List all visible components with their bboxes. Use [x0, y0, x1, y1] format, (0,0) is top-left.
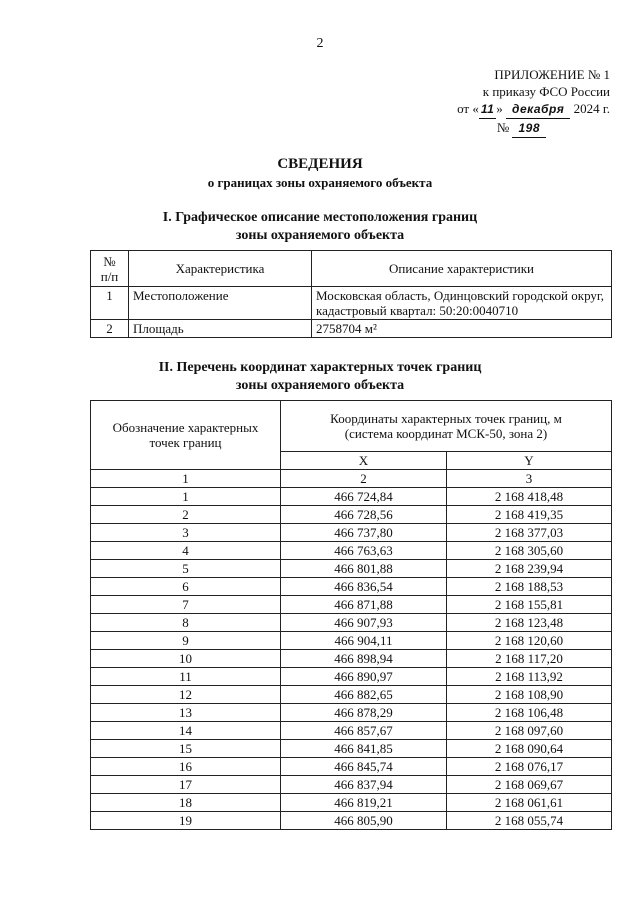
point-number: 15 — [91, 740, 281, 758]
coord-x: 466 890,97 — [281, 668, 447, 686]
point-number: 8 — [91, 614, 281, 632]
table-row — [91, 740, 612, 758]
row-description: 2758704 м² — [312, 320, 612, 338]
appendix-block — [400, 66, 610, 138]
section1-heading — [0, 209, 640, 245]
table-row — [91, 287, 612, 320]
appendix-order-line: к приказу ФСО России — [482, 84, 610, 99]
table-row — [91, 722, 612, 740]
coord-y: 2 168 188,53 — [447, 578, 612, 596]
header-characteristic: Характеристика — [129, 251, 312, 287]
point-number: 4 — [91, 542, 281, 560]
coord-x: 466 724,84 — [281, 488, 447, 506]
coord-y: 2 168 418,48 — [447, 488, 612, 506]
header-num-line1: № — [103, 253, 116, 269]
header-num — [91, 251, 129, 287]
table-row — [91, 560, 612, 578]
coord-x: 466 907,93 — [281, 614, 447, 632]
point-number: 19 — [91, 812, 281, 830]
column-number: 2 — [281, 470, 447, 488]
coord-y: 2 168 113,92 — [447, 668, 612, 686]
coord-x: 466 836,54 — [281, 578, 447, 596]
table-row — [91, 704, 612, 722]
row-num: 1 — [91, 287, 129, 320]
section1-heading-line2: зоны охраняемого объекта — [235, 228, 405, 243]
column-number-row — [91, 470, 612, 488]
row-characteristic: Площадь — [129, 320, 312, 338]
coord-y: 2 168 069,67 — [447, 776, 612, 794]
table-row — [91, 578, 612, 596]
date-day: 11 — [479, 101, 496, 119]
number-prefix: № — [496, 120, 510, 135]
page-number: 2 — [316, 36, 324, 51]
table-row — [91, 794, 612, 812]
coord-x: 466 801,88 — [281, 560, 447, 578]
table-row — [91, 650, 612, 668]
coord-y: 2 168 076,17 — [447, 758, 612, 776]
table-row — [91, 812, 612, 830]
order-number: 198 — [512, 120, 546, 138]
table-row — [91, 524, 612, 542]
coord-y: 2 168 305,60 — [447, 542, 612, 560]
header-point-designation: Обозначение характерных точек границ — [91, 401, 281, 470]
location-table — [90, 250, 612, 338]
table-row — [91, 596, 612, 614]
header-coordinates-line1: Координаты характерных точек границ, м — [330, 411, 562, 426]
point-number: 6 — [91, 578, 281, 596]
coord-y: 2 168 097,60 — [447, 722, 612, 740]
coord-y: 2 168 090,64 — [447, 740, 612, 758]
coords-header-row — [91, 401, 612, 452]
table-row — [91, 320, 612, 338]
date-month: декабря — [506, 101, 570, 119]
table-row — [91, 668, 612, 686]
point-number: 18 — [91, 794, 281, 812]
point-number: 1 — [91, 488, 281, 506]
appendix-number-line — [400, 119, 610, 138]
table-header-row — [91, 251, 612, 287]
document-title: СВЕДЕНИЯ — [277, 156, 363, 172]
column-number: 3 — [447, 470, 612, 488]
coord-x: 466 819,21 — [281, 794, 447, 812]
coordinates-table — [90, 400, 612, 830]
document-subtitle: о границах зоны охраняемого объекта — [207, 175, 433, 190]
table-row — [91, 614, 612, 632]
coord-y: 2 168 155,81 — [447, 596, 612, 614]
header-y: Y — [447, 452, 612, 470]
coord-x: 466 898,94 — [281, 650, 447, 668]
section1-heading-line1: I. Графическое описание местоположения границ — [162, 210, 478, 225]
date-year: 2024 г. — [573, 101, 610, 116]
point-number: 7 — [91, 596, 281, 614]
coord-x: 466 805,90 — [281, 812, 447, 830]
point-number: 3 — [91, 524, 281, 542]
table-row — [91, 506, 612, 524]
coord-x: 466 878,29 — [281, 704, 447, 722]
coord-y: 2 168 106,48 — [447, 704, 612, 722]
column-number: 1 — [91, 470, 281, 488]
point-number: 16 — [91, 758, 281, 776]
header-x: X — [281, 452, 447, 470]
point-number: 10 — [91, 650, 281, 668]
coord-x: 466 882,65 — [281, 686, 447, 704]
coord-x: 466 728,56 — [281, 506, 447, 524]
header-coordinates — [281, 401, 612, 452]
coord-x: 466 737,80 — [281, 524, 447, 542]
table-row — [91, 632, 612, 650]
table-row — [91, 758, 612, 776]
coord-x: 466 837,94 — [281, 776, 447, 794]
coord-y: 2 168 123,48 — [447, 614, 612, 632]
coord-y: 2 168 108,90 — [447, 686, 612, 704]
point-number: 12 — [91, 686, 281, 704]
point-number: 2 — [91, 506, 281, 524]
header-description: Описание характеристики — [312, 251, 612, 287]
row-characteristic: Местоположение — [129, 287, 312, 320]
point-number: 11 — [91, 668, 281, 686]
appendix-title: ПРИЛОЖЕНИЕ № 1 — [494, 67, 610, 82]
section2-heading-line2: зоны охраняемого объекта — [235, 378, 405, 393]
date-mid: » — [496, 101, 503, 116]
row-description: Московская область, Одинцовский городской округ, кадастровый квартал: 50:20:0040710 — [312, 287, 612, 320]
coord-y: 2 168 120,60 — [447, 632, 612, 650]
coord-y: 2 168 117,20 — [447, 650, 612, 668]
row-num: 2 — [91, 320, 129, 338]
section2-heading-line1: II. Перечень координат характерных точек границ — [158, 360, 482, 375]
date-prefix: от « — [457, 101, 479, 116]
coord-y: 2 168 377,03 — [447, 524, 612, 542]
table-row — [91, 542, 612, 560]
coord-x: 466 841,85 — [281, 740, 447, 758]
coord-y: 2 168 419,35 — [447, 506, 612, 524]
header-num-line2: п/п — [100, 268, 119, 284]
section2-heading — [0, 359, 640, 395]
point-number: 13 — [91, 704, 281, 722]
coord-y: 2 168 061,61 — [447, 794, 612, 812]
table-row — [91, 488, 612, 506]
table-row — [91, 776, 612, 794]
coord-x: 466 845,74 — [281, 758, 447, 776]
appendix-date-line — [400, 100, 610, 119]
coord-x: 466 871,88 — [281, 596, 447, 614]
coord-x: 466 904,11 — [281, 632, 447, 650]
coord-x: 466 763,63 — [281, 542, 447, 560]
point-number: 14 — [91, 722, 281, 740]
header-coordinates-line2: (система координат МСК-50, зона 2) — [344, 426, 548, 441]
point-number: 9 — [91, 632, 281, 650]
coord-y: 2 168 239,94 — [447, 560, 612, 578]
coord-y: 2 168 055,74 — [447, 812, 612, 830]
table-row — [91, 686, 612, 704]
point-number: 17 — [91, 776, 281, 794]
coord-x: 466 857,67 — [281, 722, 447, 740]
point-number: 5 — [91, 560, 281, 578]
